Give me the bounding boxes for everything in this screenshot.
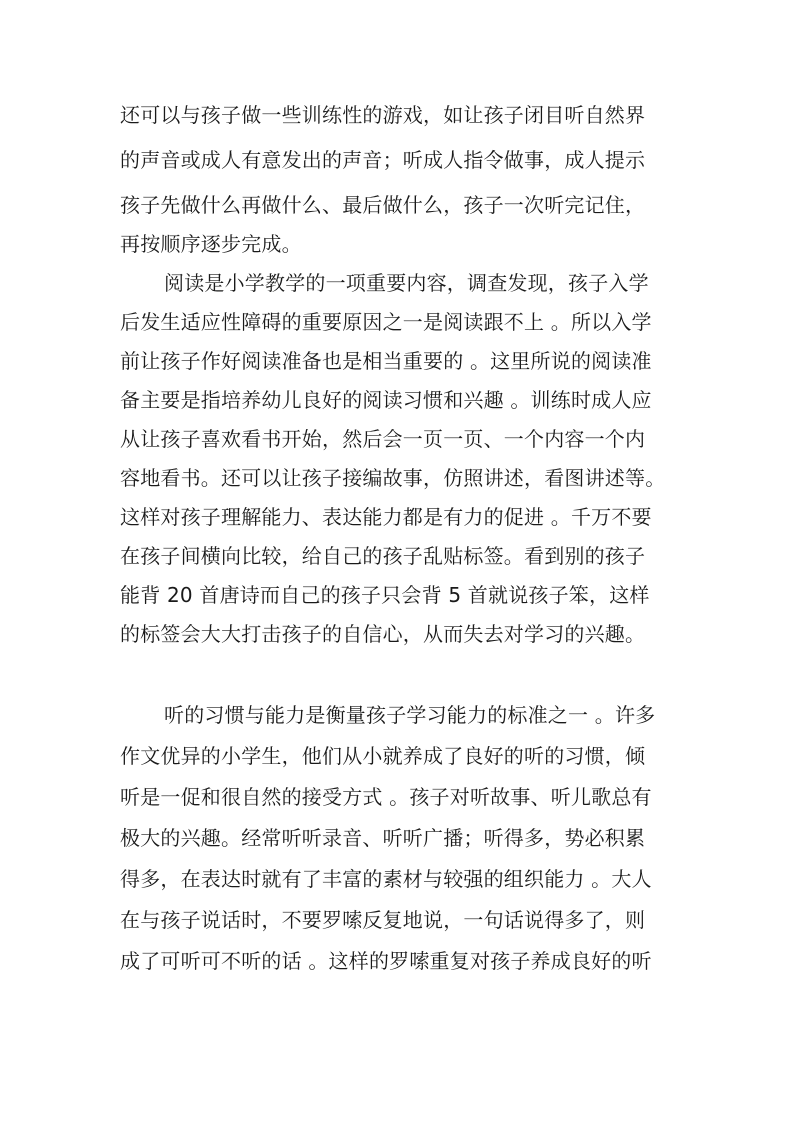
paragraph-3-line-4: 极大的兴趣。经常听听录音、听听广播；听得多，势必积累	[120, 826, 646, 850]
paragraph-3-line-7: 成了可听可不听的话 。这样的罗嗦重复对孩子养成良好的听	[120, 949, 652, 973]
paragraph-3-line-5: 得多，在表达时就有了丰富的素材与较强的组织能力 。大人	[120, 867, 652, 891]
paragraph-2-line-5: 从让孩子喜欢看书开始，然后会一页一页、一个内容一个内	[120, 427, 646, 451]
paragraph-2-line-6: 容地看书。还可以让孩子接编故事，仿照讲述，看图讲述等。	[120, 466, 666, 490]
paragraph-3-line-2: 作文优异的小学生，他们从小就养成了良好的听的习惯，倾	[120, 744, 646, 768]
paragraph-2-line-9: 能背 20 首唐诗而自己的孩子只会背 5 首就说孩子笨，这样	[120, 583, 650, 607]
paragraph-2-line-4: 备主要是指培养幼儿良好的阅读习惯和兴趣 。训练时成人应	[120, 388, 652, 412]
paragraph-1-line-4: 再按顺序逐步完成。	[120, 232, 302, 256]
paragraph-3-line-3: 听是一促和很自然的接受方式 。孩子对听故事、听儿歌总有	[120, 785, 652, 809]
paragraph-3-line-6: 在与孩子说话时，不要罗嗦反复地说，一句话说得多了，则	[120, 908, 646, 932]
paragraph-1-line-3: 孩子先做什么再做什么、最后做什么，孩子一次听完记住，	[120, 193, 646, 217]
paragraph-1-line-1: 还可以与孩子做一些训练性的游戏，如让孩子闭目听自然界	[120, 103, 646, 127]
paragraph-1-line-2: 的声音或成人有意发出的声音；听成人指令做事，成人提示	[120, 148, 646, 172]
paragraph-2-line-7: 这样对孩子理解能力、表达能力都是有力的促进 。千万不要	[120, 505, 652, 529]
paragraph-2-line-10: 的标签会大大打击孩子的自信心，从而失去对学习的兴趣。	[120, 622, 646, 646]
paragraph-2-line-8: 在孩子间横向比较，给自己的孩子乱贴标签。看到别的孩子	[120, 544, 646, 568]
paragraph-2-line-2: 后发生适应性障碍的重要原因之一是阅读跟不上 。所以入学	[120, 310, 652, 334]
paragraph-3-line-1: 听的习惯与能力是衡量孩子学习能力的标准之一 。许多	[164, 703, 656, 727]
paragraph-2-line-3: 前让孩子作好阅读准备也是相当重要的 。这里所说的阅读准	[120, 349, 652, 373]
paragraph-2-line-1: 阅读是小学教学的一项重要内容，调查发现，孩子入学	[164, 271, 649, 295]
